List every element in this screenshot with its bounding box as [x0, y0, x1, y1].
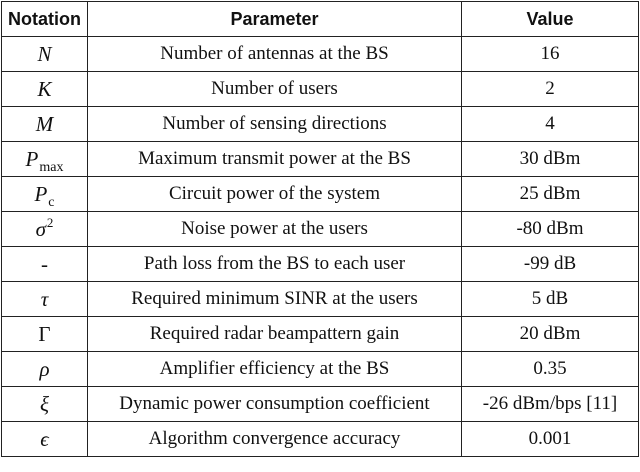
header-value: Value	[462, 2, 639, 37]
parameter-cell: Path loss from the BS to each user	[88, 247, 462, 282]
value-cell: 2	[462, 72, 639, 107]
value-cell: -26 dBm/bps [11]	[462, 387, 639, 422]
notation-cell	[2, 37, 88, 72]
notation-symbol	[40, 427, 48, 451]
value-cell: 20 dBm	[462, 317, 639, 352]
value-cell: 16	[462, 37, 639, 72]
notation-base: P	[34, 181, 48, 206]
parameter-cell: Maximum transmit power at the BS	[88, 142, 462, 177]
table-row	[2, 352, 639, 387]
notation-symbol	[41, 287, 49, 311]
notation-cell	[2, 247, 88, 282]
parameter-cell: Circuit power of the system	[88, 177, 462, 212]
notation-base: ϵ	[40, 426, 49, 451]
value-cell: 30 dBm	[462, 142, 639, 177]
notation-base: ξ	[40, 391, 49, 416]
notation-subscript: max	[39, 159, 64, 175]
table-row	[2, 317, 639, 352]
header-notation: Notation	[2, 2, 88, 37]
parameter-cell: Number of sensing directions	[88, 107, 462, 142]
notation-base: M	[35, 111, 54, 136]
notation-symbol	[36, 112, 54, 136]
table-row	[2, 247, 639, 282]
notation-symbol	[37, 42, 51, 66]
notation-cell	[2, 212, 88, 247]
table-row	[2, 37, 639, 72]
table-row	[2, 107, 639, 142]
notation-symbol	[37, 77, 51, 101]
notation-base: P	[25, 146, 39, 171]
notation-base: σ	[35, 216, 46, 241]
notation-cell	[2, 422, 88, 457]
value-cell: 0.001	[462, 422, 639, 457]
header-parameter: Parameter	[88, 2, 462, 37]
notation-base: τ	[40, 286, 49, 311]
notation-subscript: c	[48, 194, 55, 210]
notation-base: ρ	[39, 356, 50, 381]
table-row	[2, 282, 639, 317]
parameter-cell: Number of antennas at the BS	[88, 37, 462, 72]
table-row	[2, 177, 639, 212]
notation-symbol	[39, 357, 49, 381]
parameter-cell: Number of users	[88, 72, 462, 107]
value-cell: 0.35	[462, 352, 639, 387]
notation-base: K	[37, 76, 52, 101]
notation-cell	[2, 387, 88, 422]
parameters-table	[1, 1, 639, 457]
notation-symbol	[25, 146, 64, 175]
notation-symbol	[34, 181, 55, 210]
table-body	[2, 37, 639, 457]
parameter-cell: Dynamic power consumption coefficient	[88, 387, 462, 422]
notation-symbol	[41, 252, 48, 276]
value-cell: -80 dBm	[462, 212, 639, 247]
table-row	[2, 422, 639, 457]
notation-cell	[2, 317, 88, 352]
table-header-row	[2, 2, 639, 37]
parameter-cell: Noise power at the users	[88, 212, 462, 247]
parameter-cell: Required minimum SINR at the users	[88, 282, 462, 317]
notation-symbol	[35, 214, 54, 241]
parameter-cell: Amplifier efficiency at the BS	[88, 352, 462, 387]
parameter-cell: Required radar beampattern gain	[88, 317, 462, 352]
notation-superscript: 2	[46, 214, 54, 230]
table-row	[2, 387, 639, 422]
notation-base: Γ	[38, 321, 51, 346]
notation-cell	[2, 142, 88, 177]
table-row	[2, 142, 639, 177]
value-cell: 4	[462, 107, 639, 142]
value-cell: 5 dB	[462, 282, 639, 317]
notation-cell	[2, 177, 88, 212]
notation-cell	[2, 107, 88, 142]
parameter-cell: Algorithm convergence accuracy	[88, 422, 462, 457]
notation-cell	[2, 352, 88, 387]
value-cell: 25 dBm	[462, 177, 639, 212]
notation-base: -	[41, 251, 48, 276]
table-row	[2, 212, 639, 247]
notation-symbol	[40, 392, 49, 416]
notation-cell	[2, 72, 88, 107]
notation-cell	[2, 282, 88, 317]
table-row	[2, 72, 639, 107]
notation-symbol	[38, 322, 50, 346]
notation-base: N	[37, 41, 52, 66]
value-cell: -99 dB	[462, 247, 639, 282]
